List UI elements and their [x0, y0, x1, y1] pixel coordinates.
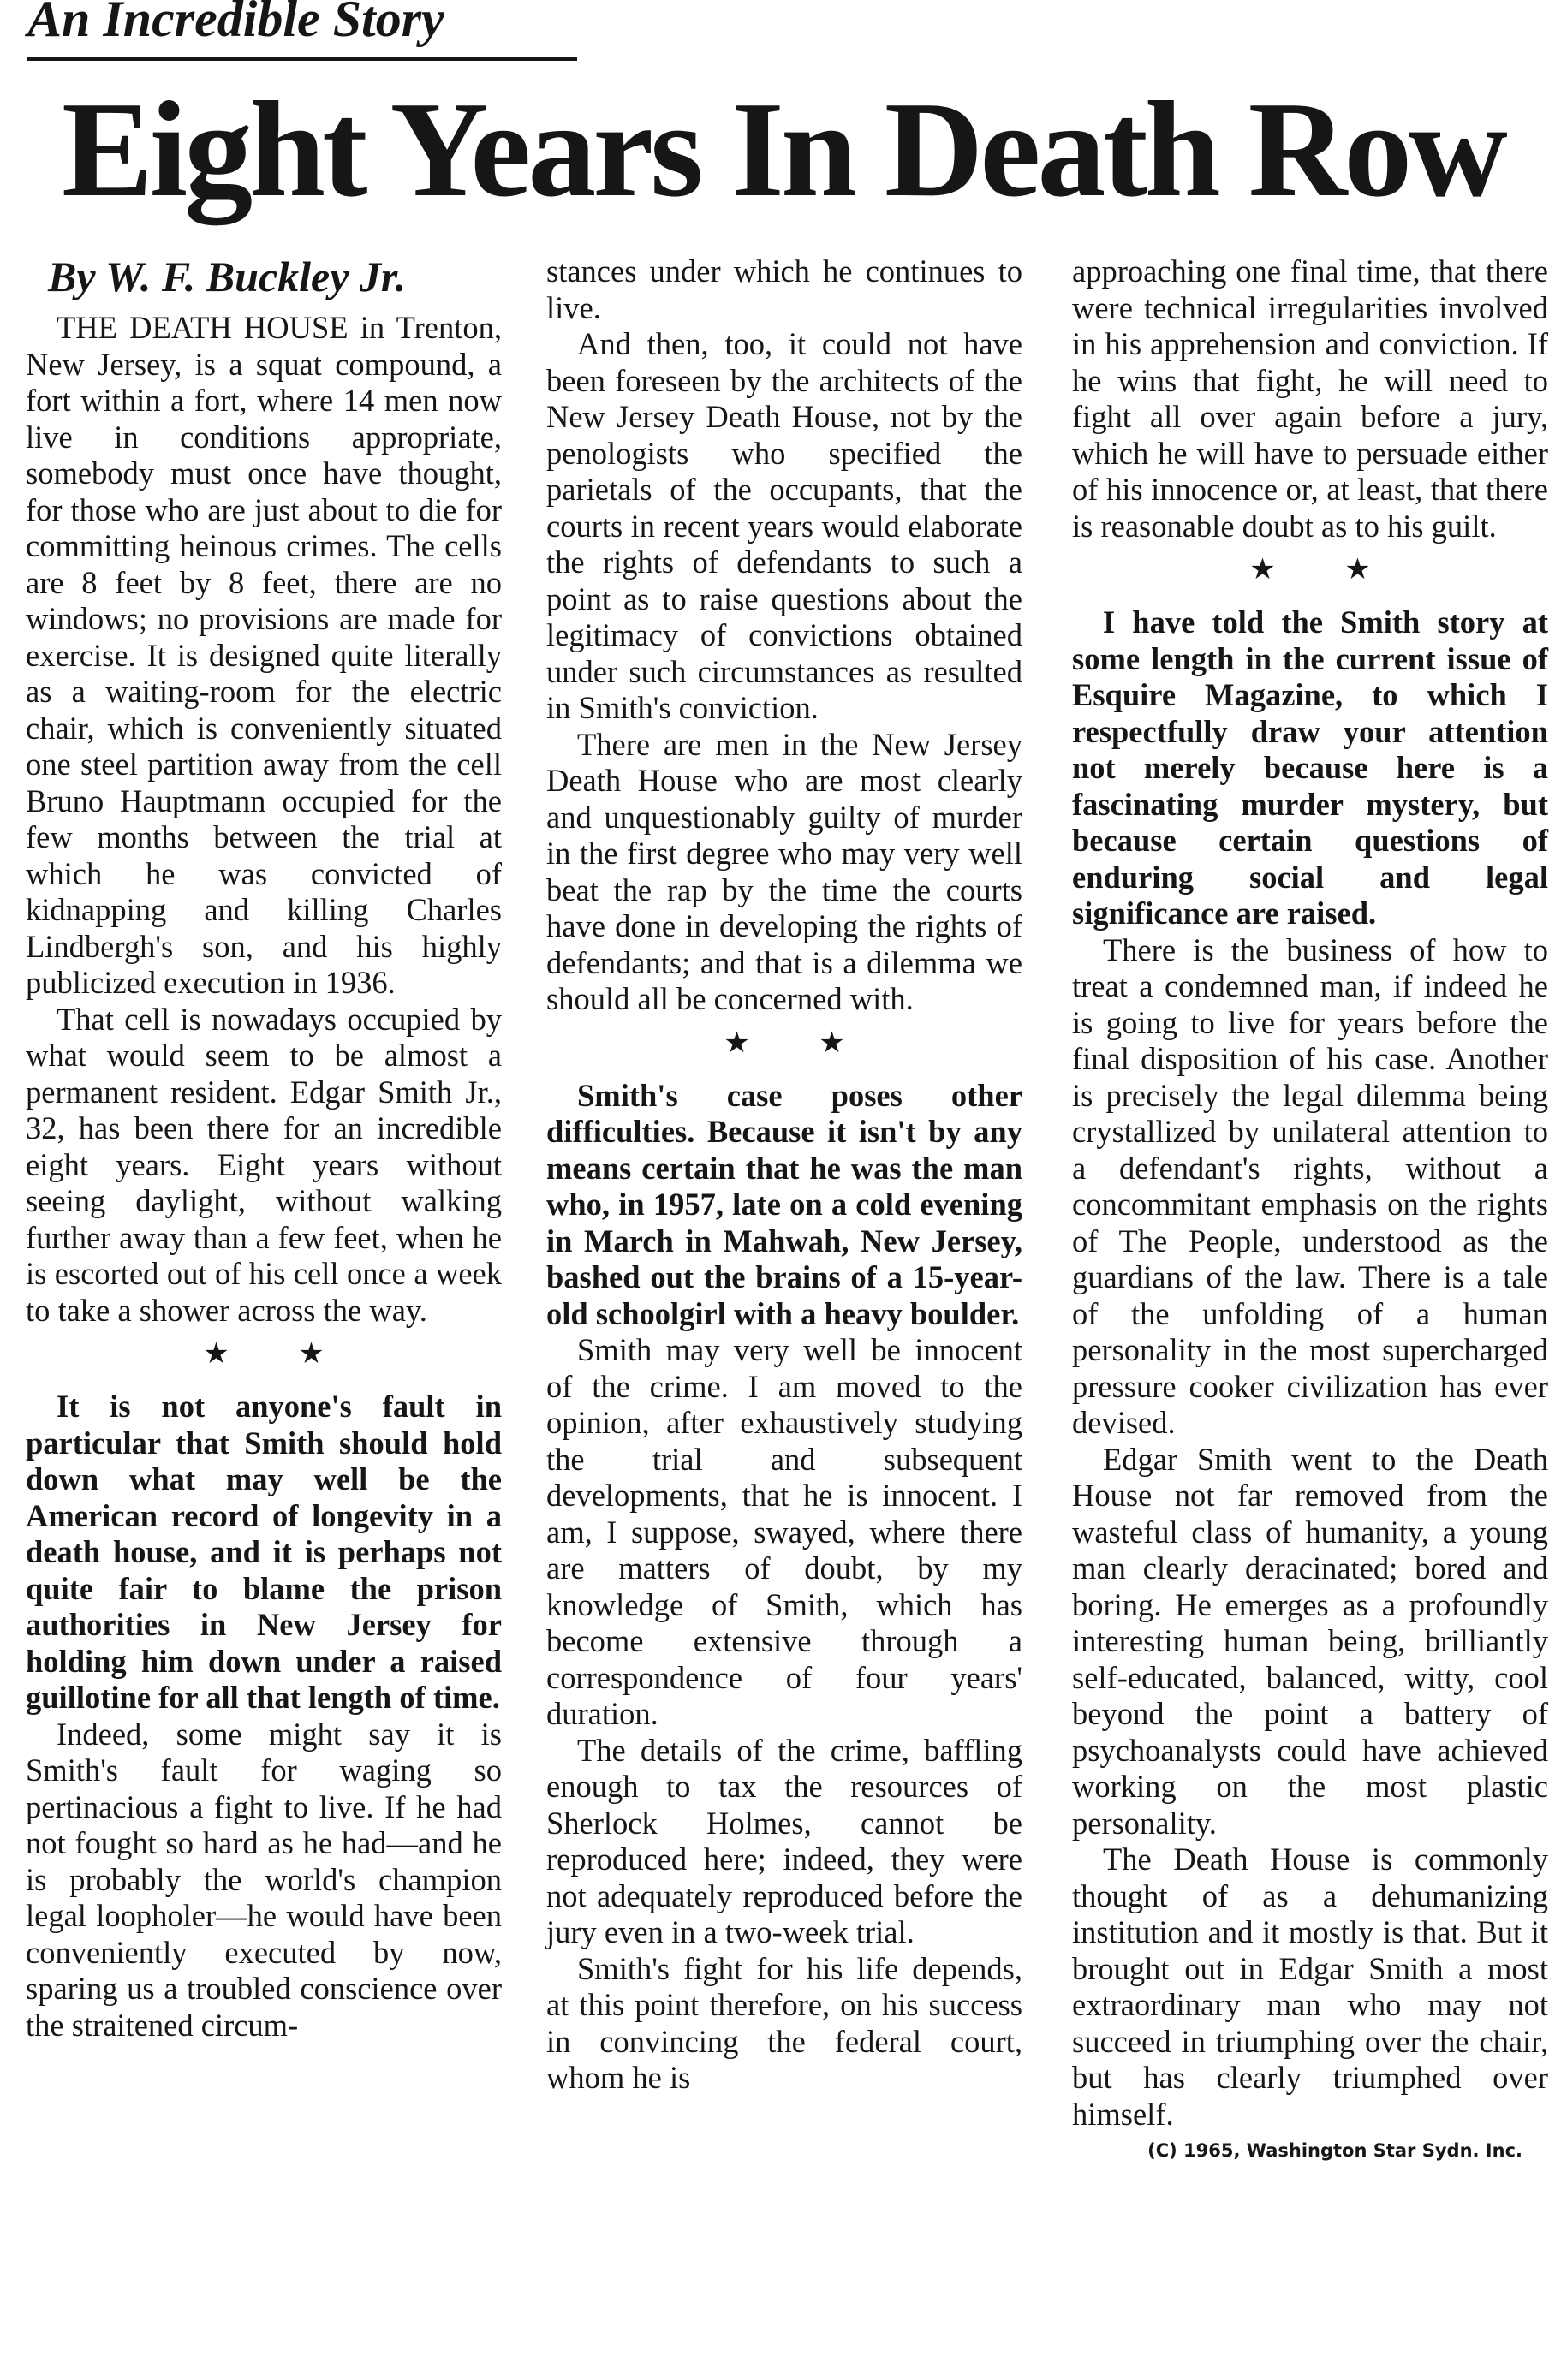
headline: Eight Years In Death Row: [62, 73, 1504, 225]
paragraph: Edgar Smith went to the Death House not far removed from the wasteful class of humanity, a young man clearly deracinated; bored and boring. He emerges as a profoundly interesting human being, brilliantly self-educated, balanced, witty, cool beyond the point a battery of psychoanalysts could have achieved working on the most plastic personality.: [1072, 1441, 1548, 1841]
kicker-rule: [27, 57, 577, 61]
paragraph: Smith may very well be innocent of the crime. I am moved to the opinion, after exhaustively studying the trial and subsequent developments, that he is innocent. I am, I suppose, swayed, where there are matters of doubt, by my knowledge of Smith, which has become extensive through a correspondence of four years' duration.: [546, 1332, 1022, 1731]
paragraph: Smith's case poses other difficulties. Because it isn't by any means certain that he was the man who, in 1957, late on a cold evening in March in Mahwah, New Jersey, bashed out the brains of a 15-year-old schoolgirl with a heavy boulder.: [546, 1077, 1022, 1331]
kicker: An Incredible Story: [27, 0, 444, 47]
paragraph: stances under which he continues to live.: [546, 253, 1022, 325]
paragraph: It is not anyone's fault in particular that Smith should hold down what may well be the American record of longevity in a death house, and it is perhaps not quite fair to blame the prison authorities in New Jersey for holding him down under a raised guillotine for all that length of time.: [26, 1389, 502, 1715]
byline: By W. F. Buckley Jr.: [48, 253, 407, 300]
column-2: [546, 253, 1022, 2097]
paragraph: That cell is nowadays occupied by what would seem to be almost a permanent resident. Edgar Smith Jr., 32, has been there for an incredible eight years. Eight years without seeing daylight, without walking further away than a few feet, when he is escorted out of his cell once a week to take a shower across the way.: [26, 1001, 502, 1328]
paragraph: There are men in the New Jersey Death House who are most clearly and unquestionably guilty of murder in the first degree who may very well beat the rap by the time the courts have done in developing the rights of defendants; and that is a dilemma we should all be concerned with.: [546, 726, 1022, 1016]
paragraph: And then, too, it could not have been foreseen by the architects of the New Jersey Death House, not by the penologists who specified the parietals of the occupants, that the courts in recent years would elaborate the rights of defendants to such a point as to raise questions about the legitimacy of convictions obtained under such circumstances as resulted in Smith's conviction.: [546, 326, 1022, 725]
paragraph: The details of the crime, baffling enough to tax the resources of Sherlock Holmes, cannot be reproduced here; indeed, they were not adequately reproduced before the jury even in a two-week trial.: [546, 1732, 1022, 1949]
paragraph: THE DEATH HOUSE in Trenton, New Jersey, is a squat compound, a fort within a fort, where 14 men now live in conditions appropriate, somebody must once have thought, for those who are just about to die for committing heinous crimes. The cells are 8 feet by 8 feet, there are no windows; no provisions are made for exercise. It is designed quite literally as a waiting-room for the electric chair, which is conveniently situated one steel partition away from the cell Bruno Hauptmann occupied for the few months between the trial at which he was convicted of kidnapping and killing Charles Lindbergh's son, and his highly publicized execution in 1936.: [26, 310, 502, 1000]
paragraph: Smith's fight for his life depends, at this point therefore, on his success in convincing the federal court, whom he is: [546, 1950, 1022, 2095]
star-separator: ★ ★: [203, 1338, 355, 1370]
paragraph: There is the business of how to treat a condemned man, if indeed he is going to live for years before the final disposition of his case. Another is precisely the legal dilemma being crystallized by unilateral attention to a defendant's rights, without a concommitant emphasis on the rights of The People, understood as the guardians of the law. There is a tale of the unfolding of a human personality in the most supercharged pressure cooker civilization has ever devised.: [1072, 931, 1548, 1440]
star-separator: ★ ★: [724, 1026, 876, 1059]
copyright-notice: (C) 1965, Washington Star Sydn. Inc.: [1147, 2140, 1522, 2161]
paragraph: Indeed, some might say it is Smith's fault for waging so pertinacious a fight to live. If he had not fought so hard as he had—and he is probably the world's champion legal loopholer—he would have been conveniently executed by now, sparing us a troubled conscience over the straitened circum-: [26, 1716, 502, 2043]
paragraph: I have told the Smith story at some length in the current issue of Esquire Magazine, to which I respectfully draw your attention not merely because here is a fascinating murder mystery, but because certain questions of enduring social and legal significance are raised.: [1072, 604, 1548, 931]
column-3: [1072, 253, 1548, 2163]
paragraph: The Death House is commonly thought of as a dehumanizing institution and it mostly is that. But it brought out in Edgar Smith a most extraordinary man who may not succeed in triumphing over the chair, but has clearly triumphed over himself.: [1072, 1842, 1548, 2132]
column-1: [26, 250, 502, 2044]
star-separator: ★ ★: [1249, 554, 1402, 586]
paragraph: approaching one final time, that there were technical irregularities involved in his apprehension and conviction. If he wins that fight, he will need to fight all over again before a jury, which he will have to persuade either of his innocence or, at least, that there is reasonable doubt as to his guilt.: [1072, 253, 1548, 544]
